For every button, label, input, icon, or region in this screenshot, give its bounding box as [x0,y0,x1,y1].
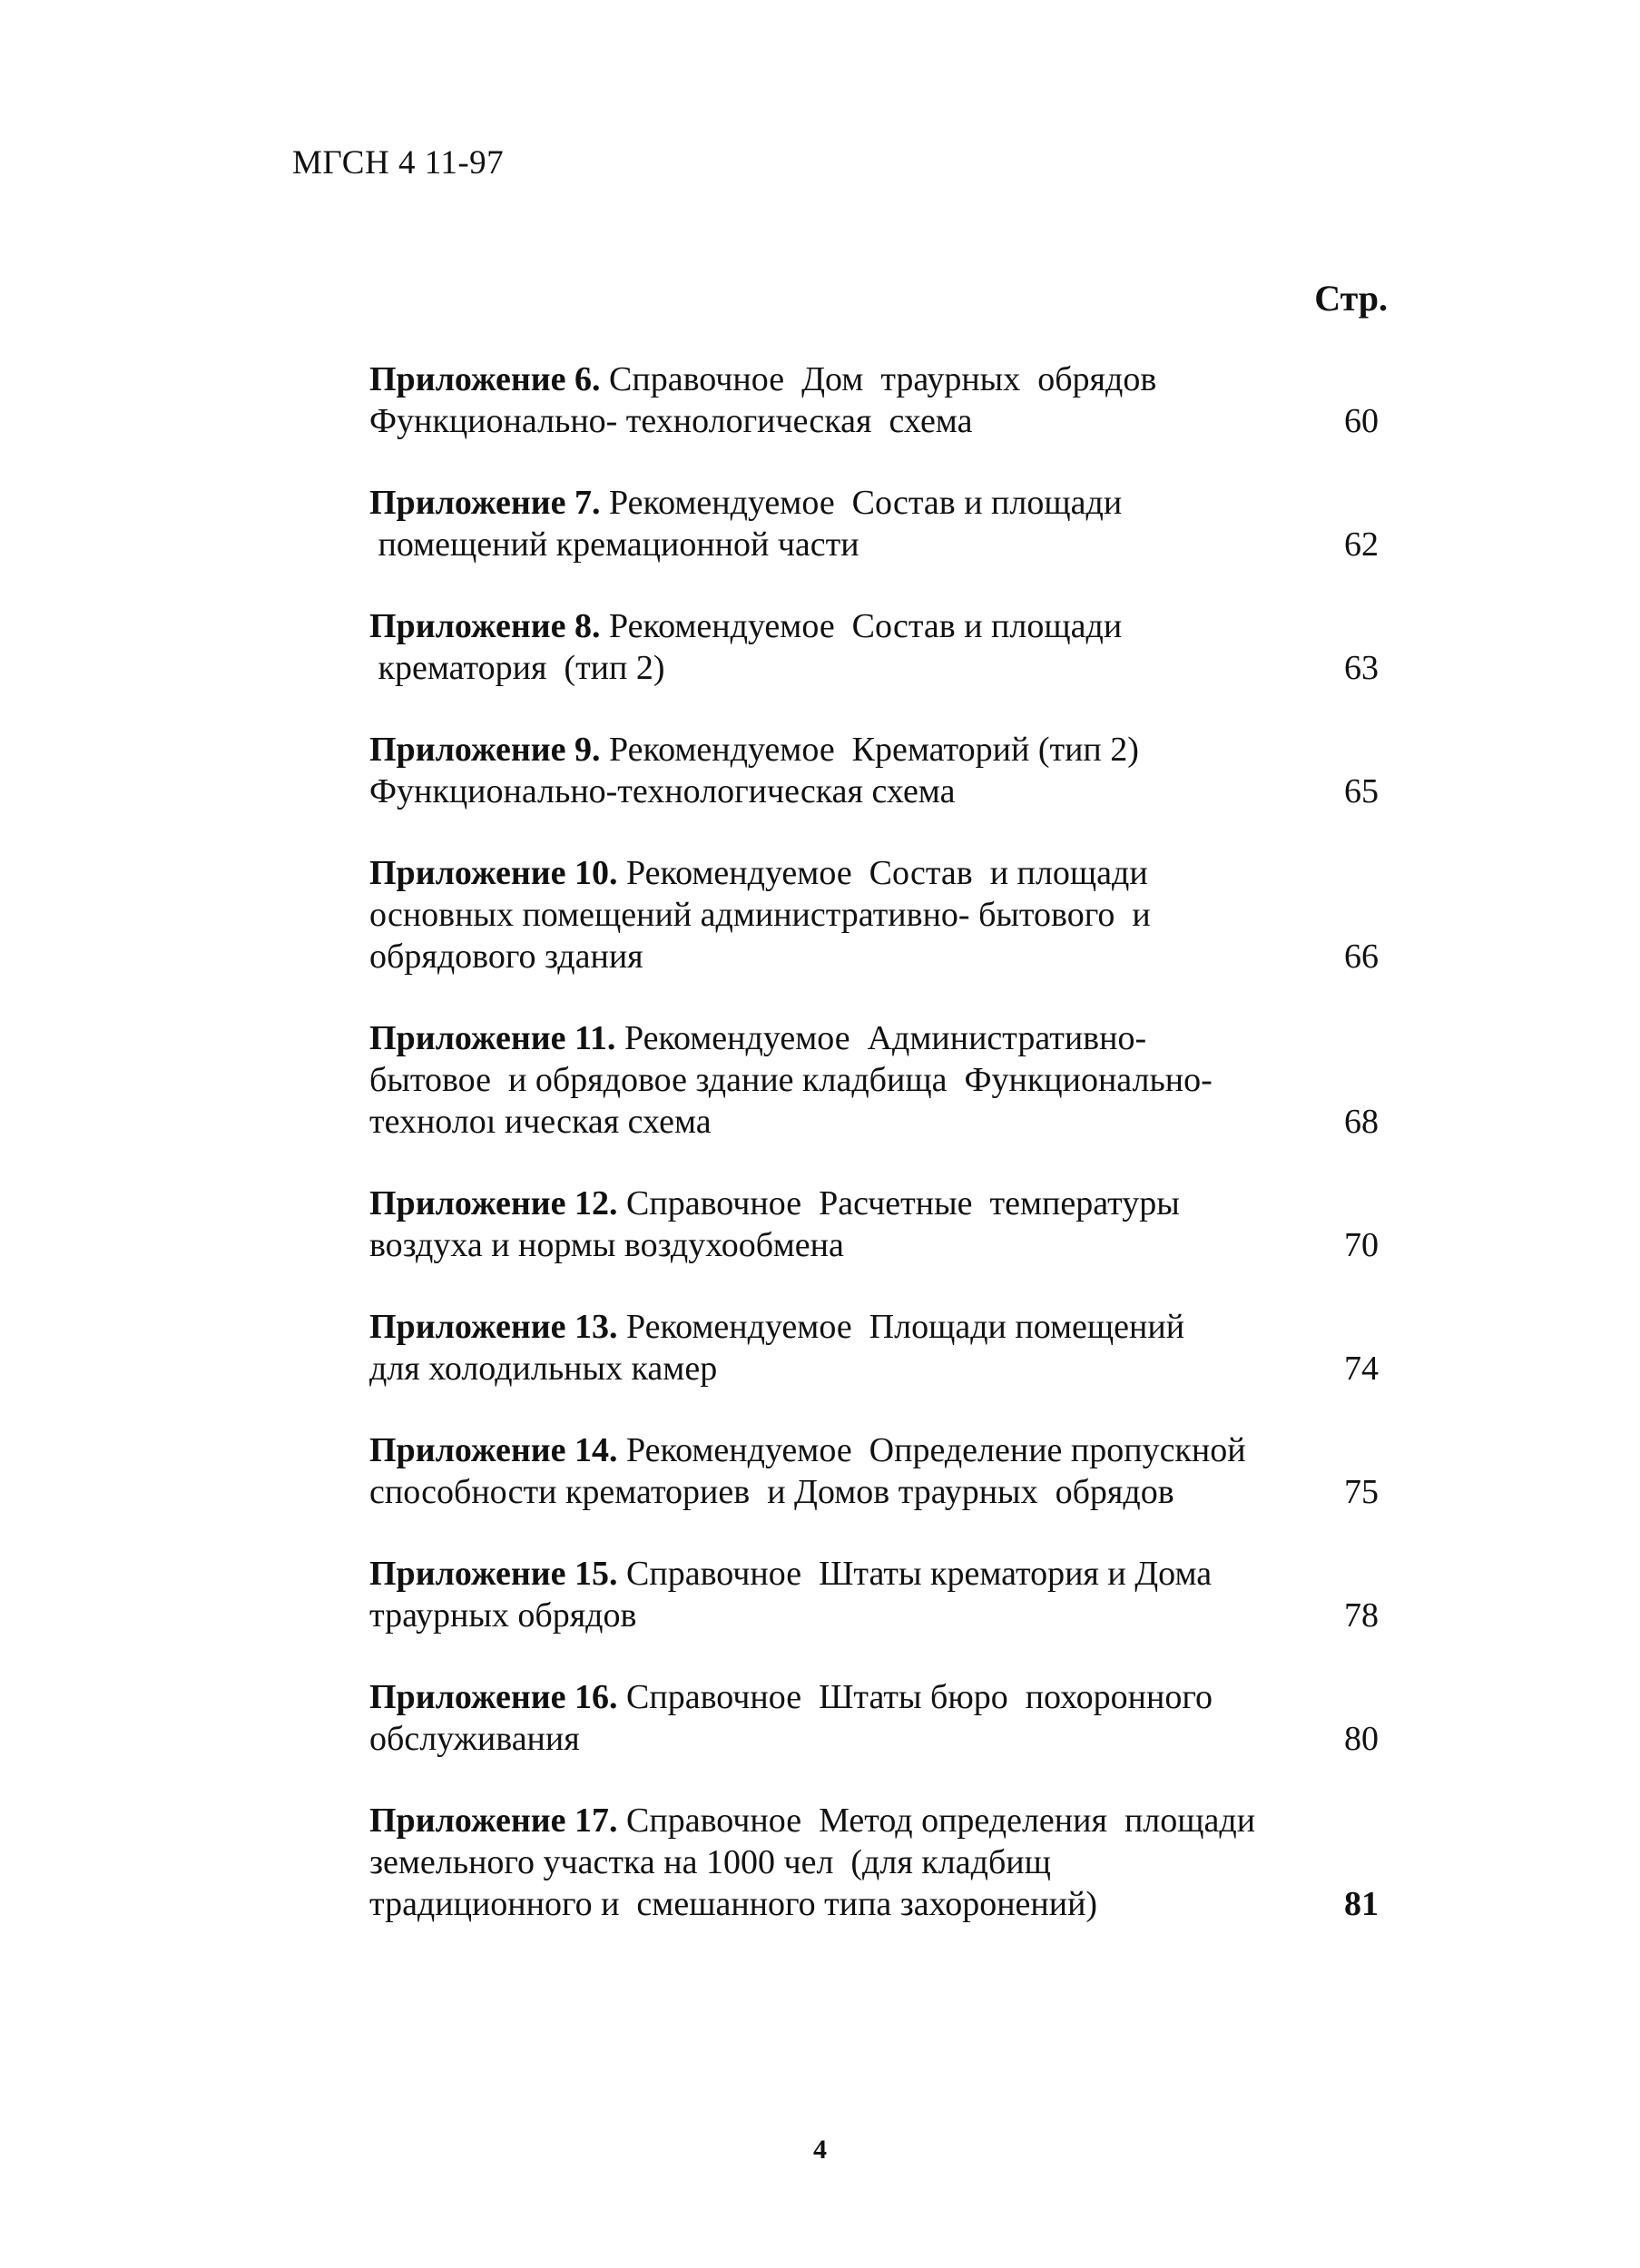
toc-entry-page-number: 66 [1344,938,1379,976]
toc-entry-text: традиционного и смешанного типа захоронений) [369,1885,1098,1923]
toc-entry-line [369,1595,1386,1636]
toc-entry-line [369,729,1386,771]
toc-entry [369,358,1386,442]
toc-entry [369,1183,1386,1266]
toc-entry-text: Справочное Расчетные температуры [626,1184,1180,1222]
toc-entry-line [369,936,1386,977]
toc-entry-text: технолоı ическая схема [369,1103,712,1141]
toc-entry-line [369,1676,1386,1718]
toc-entry-page-number: 75 [1344,1473,1379,1511]
toc-entry-text: помещений кремационной части [369,525,859,564]
toc-entry-line [369,400,1386,442]
toc-entry-text: Рекомендуемое Состав и площади [609,607,1123,645]
toc-entry-text: Справочное Штаты крематория и Дома [626,1555,1213,1593]
toc-entry-text: Рекомендуемое Крематорий (тип 2) [609,731,1139,769]
toc-entry-text: Рекомендуемое Состав и площади [609,484,1123,522]
toc-entry-title: Приложение 10. [369,854,618,892]
toc-entry-text: Функционально-технологическая схема [369,772,956,810]
toc-entry-text: Справочное Метод определения площади [626,1802,1256,1840]
toc-entry [369,729,1386,812]
toc-entry-page-number: 63 [1344,649,1379,687]
toc-entry-title: Приложение 13. [369,1308,618,1346]
toc-entry-title: Приложение 12. [369,1184,618,1222]
document-code: МГСН 4 11-97 [292,144,505,182]
toc-entry-title: Приложение 7. [369,484,601,522]
toc-entry-line [369,605,1386,647]
toc-entry-title: Приложение 11. [369,1019,616,1057]
toc-entry-text: крематория (тип 2) [369,649,665,687]
page-number: 4 [813,2135,827,2165]
toc-entry-line [369,1306,1386,1348]
toc-entry-text: траурных обрядов [369,1596,637,1635]
toc-entry-page-number: 70 [1344,1226,1379,1264]
toc-entry-text: Справочное Штаты бюро похоронного [626,1678,1213,1716]
toc-entry-page-number: 74 [1344,1350,1379,1388]
toc-entry-text: основных помещений административно- бытового и [369,896,1151,934]
toc-entry-text: Рекомендуемое Административно- [624,1019,1147,1057]
toc-entry [369,482,1386,565]
toc-entry-title: Приложение 14. [369,1431,618,1469]
toc-entry-line [369,1883,1386,1925]
toc-entry-page-number: 62 [1344,525,1379,564]
toc-entry-line [369,1553,1386,1595]
toc-entry-title: Приложение 15. [369,1555,618,1593]
toc-entry-line [369,482,1386,524]
toc-entry-page-number: 78 [1344,1596,1379,1635]
toc-entry-line [369,1017,1386,1059]
toc-entry-page-number: 60 [1344,402,1379,440]
toc-entry [369,1800,1386,1925]
toc-entry-text: земельного участка на 1000 чел (для кладбищ [369,1843,1051,1881]
toc-entry-page-number: 80 [1344,1720,1379,1758]
toc-entry-text: Функционально- технологическая схема [369,402,973,440]
toc-entry-title: Приложение 9. [369,731,601,769]
toc-entry-title: Приложение 16. [369,1678,618,1716]
toc-entry-line [369,647,1386,689]
toc-entry-text: обрядового здания [369,938,643,976]
toc-entry-text: воздуха и нормы воздухообмена [369,1226,844,1264]
toc-entry-line [369,1183,1386,1224]
toc-entry [369,1017,1386,1143]
toc-entry-line [369,1429,1386,1471]
toc-entry-line [369,771,1386,812]
toc-entry-text: для холодильных камер [369,1350,718,1388]
toc-entry-line [369,1718,1386,1760]
toc-entry [369,1553,1386,1636]
toc-entry-line [369,852,1386,894]
toc-entry-line [369,358,1386,400]
toc-entry-text: Справочное Дом траурных обрядов [609,360,1157,398]
toc-entry-text: способности крематориев и Домов траурных обрядов [369,1473,1174,1511]
pages-column-header: Стр. [1314,278,1388,319]
toc-entry [369,852,1386,977]
toc-entry [369,1676,1386,1760]
toc-entry [369,605,1386,689]
toc-entry-page-number: 68 [1344,1103,1379,1141]
toc-entry-title: Приложение 8. [369,607,601,645]
toc-entry-title: Приложение 17. [369,1802,618,1840]
table-of-contents [369,358,1386,1965]
toc-entry-line [369,1841,1386,1883]
toc-entry-page-number: 81 [1344,1885,1379,1923]
toc-entry-page-number: 65 [1344,772,1379,810]
toc-entry-line [369,1059,1386,1101]
toc-entry-text: Рекомендуемое Определение пропускной [626,1431,1246,1469]
toc-entry-text: обслуживания [369,1720,580,1758]
toc-entry [369,1429,1386,1513]
toc-entry-text: Рекомендуемое Площади помещений [626,1308,1185,1346]
toc-entry-line [369,1224,1386,1266]
toc-entry-line [369,1471,1386,1513]
toc-entry [369,1306,1386,1389]
toc-entry-line [369,894,1386,936]
toc-entry-line [369,1101,1386,1143]
toc-entry-text: бытовое и обрядовое здание кладбища Функционально- [369,1061,1213,1099]
toc-entry-line [369,1800,1386,1841]
toc-entry-text: Рекомендуемое Состав и площади [626,854,1148,892]
toc-entry-title: Приложение 6. [369,360,601,398]
toc-entry-line [369,524,1386,565]
toc-entry-line [369,1348,1386,1389]
